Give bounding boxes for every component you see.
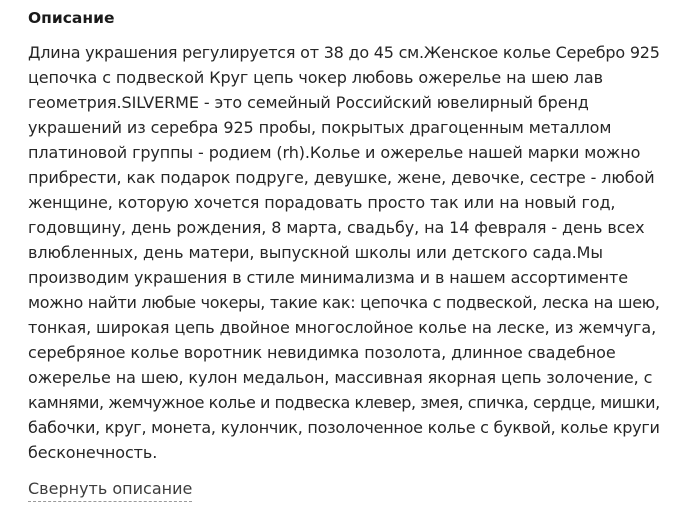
description-line: влюбленных, день матери, выпускной школы или детского сада.Мы xyxy=(28,243,603,262)
description-line: бесконечность. xyxy=(28,443,158,462)
description-line: украшений из серебра 925 пробы, покрытых драгоценным металлом xyxy=(28,118,612,137)
description-line: камнями, жемчужное колье и подвеска клевер, змея, спичка, сердце, мишки, xyxy=(28,393,660,412)
description-heading: Описание xyxy=(28,9,115,27)
description-line: годовщину, день рождения, 8 марта, свадьбу, на 14 февраля - день всех xyxy=(28,218,645,237)
description-line: Длина украшения регулируется от 38 до 45 см.Женское колье Серебро 925 xyxy=(28,43,660,62)
description-line: цепочка с подвеской Круг цепь чокер любовь ожерелье на шею лав xyxy=(28,68,603,87)
description-line: платиновой группы - родием (rh).Колье и ожерелье нашей марки можно xyxy=(28,143,641,162)
description-line: тонкая, широкая цепь двойное многослойное колье на леске, из жемчуга, xyxy=(28,318,657,337)
collapse-description-link[interactable]: Свернуть описание xyxy=(28,478,192,502)
description-line: геометрия.SILVERME - это семейный Российский ювелирный бренд xyxy=(28,93,589,112)
description-line: производим украшения в стиле минимализма и в нашем ассортименте xyxy=(28,268,628,287)
description-line: серебряное колье воротник невидимка позолота, длинное свадебное xyxy=(28,343,616,362)
description-line: женщине, которую хочется порадовать просто так или на новый год, xyxy=(28,193,616,212)
description-line: бабочки, круг, монета, кулончик, позолоченное колье с буквой, колье круги xyxy=(28,418,660,437)
description-text xyxy=(28,40,660,465)
description-line: ожерелье на шею, кулон медальон, массивная якорная цепь золочение, с xyxy=(28,368,653,387)
description-line: можно найти любые чокеры, такие как: цепочка с подвеской, леска на шею, xyxy=(28,293,660,312)
description-line: прибрести, как подарок подруге, девушке, жене, девочке, сестре - любой xyxy=(28,168,655,187)
